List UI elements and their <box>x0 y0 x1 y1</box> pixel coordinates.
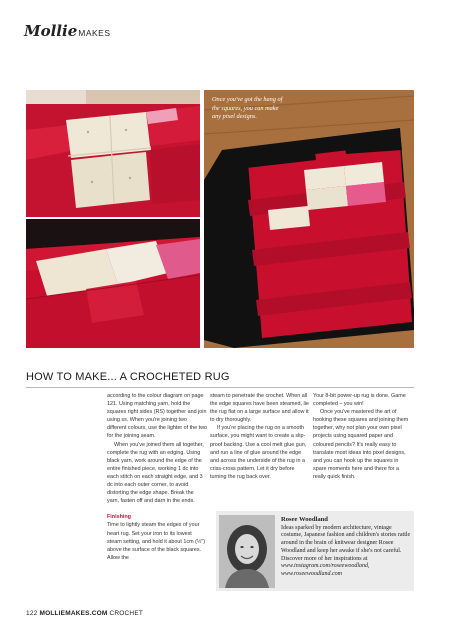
rug-closeup-cream-image <box>26 90 200 217</box>
designer-name: Rosee Woodland <box>281 516 328 523</box>
footer-section: CROCHET <box>109 610 144 617</box>
section-title: HOW TO MAKE... A CROCHETED RUG <box>26 371 230 383</box>
col3-paragraph-2: Once you've mastered the art of hooking these squares and joining them together, why not plan your own pixel projects using squared paper and coloured pencils? It's really easy to translate most ideas into pixel designs, and you can hook up the squares in spare moments here and there for a really quick finish. <box>313 409 409 480</box>
photo-caption: Once you've got the hang of the squares, you can make any pixel designs. <box>212 96 283 120</box>
footer-site[interactable]: MOLLIEMAKES.COM <box>39 610 108 617</box>
designer-portrait <box>219 515 275 588</box>
brand-logo-makes: MAKES <box>78 28 111 38</box>
designer-description: Ideas sparked by modern architecture, vintage costume, Japanese fashion and children's stories rattle around in the brain of knitwear designer Rosee Woodland and keep her awake if she's not careful. Discover more of her inspirations at <box>281 524 411 562</box>
designer-bio-text <box>281 516 411 579</box>
col1-paragraph-3: Time to lightly steam the edges of your heart rug. Set your iron to its lowest steam setting, and hold it about 1cm (½") above the surface of the black squares. Allow the <box>107 522 206 561</box>
photo-rug-full <box>204 90 414 348</box>
col1-paragraph-2: When you've joined them all together, complete the rug with an edging. Using black yarn, work around the edge of the entire finished piece, working 1 dc into each stitch on each straight edge, and 3 dc into each outer corner, to avoid distorting the edge shape. Break the yarn, fasten off and darn in the ends. <box>107 441 204 505</box>
photo-rug-closeup-cream <box>26 90 200 217</box>
designer-links[interactable]: www.instagram.com/roseewoodland, www.roseewoodland.com <box>281 563 370 577</box>
text-column-1 <box>107 392 207 562</box>
finishing-subhead: Finishing <box>107 514 131 521</box>
page-number: 122 <box>26 610 38 617</box>
photo-rug-closeup-pink <box>26 219 200 348</box>
rug-full-image <box>204 90 414 348</box>
designer-portrait-image <box>219 515 275 588</box>
text-column-2 <box>210 392 310 481</box>
page-footer <box>26 610 143 617</box>
designer-bio-box <box>216 511 414 591</box>
section-divider <box>26 387 414 388</box>
col2-paragraph-2: If you're placing the rug on a smooth surface, you might want to create a slip-proof backing. Use a cool melt glue gun, and run a line of glue around the edge and across the underside of the rug in a criss-cross pattern. Let it dry before turning the rug back over. <box>210 425 307 480</box>
brand-logo-script: Mollie <box>24 22 78 40</box>
col1-paragraph-1: according to the colour diagram on page 121. Using matching yarn, hold the squares right sides (RS) together and join using ss. When you're joining two different colours, use the lighter of the two for the joining seam. <box>107 393 207 440</box>
text-column-3 <box>313 392 413 481</box>
col2-paragraph-1: steam to penetrate the crochet. When all the edge squares have been steamed, lie the rug flat on a large surface and allow it to dry thoroughly. <box>210 393 309 424</box>
magazine-header <box>24 22 111 42</box>
rug-closeup-pink-image <box>26 219 200 348</box>
col3-paragraph-1: Your 8-bit power-up rug is done. Game completed – you win! <box>313 393 406 408</box>
